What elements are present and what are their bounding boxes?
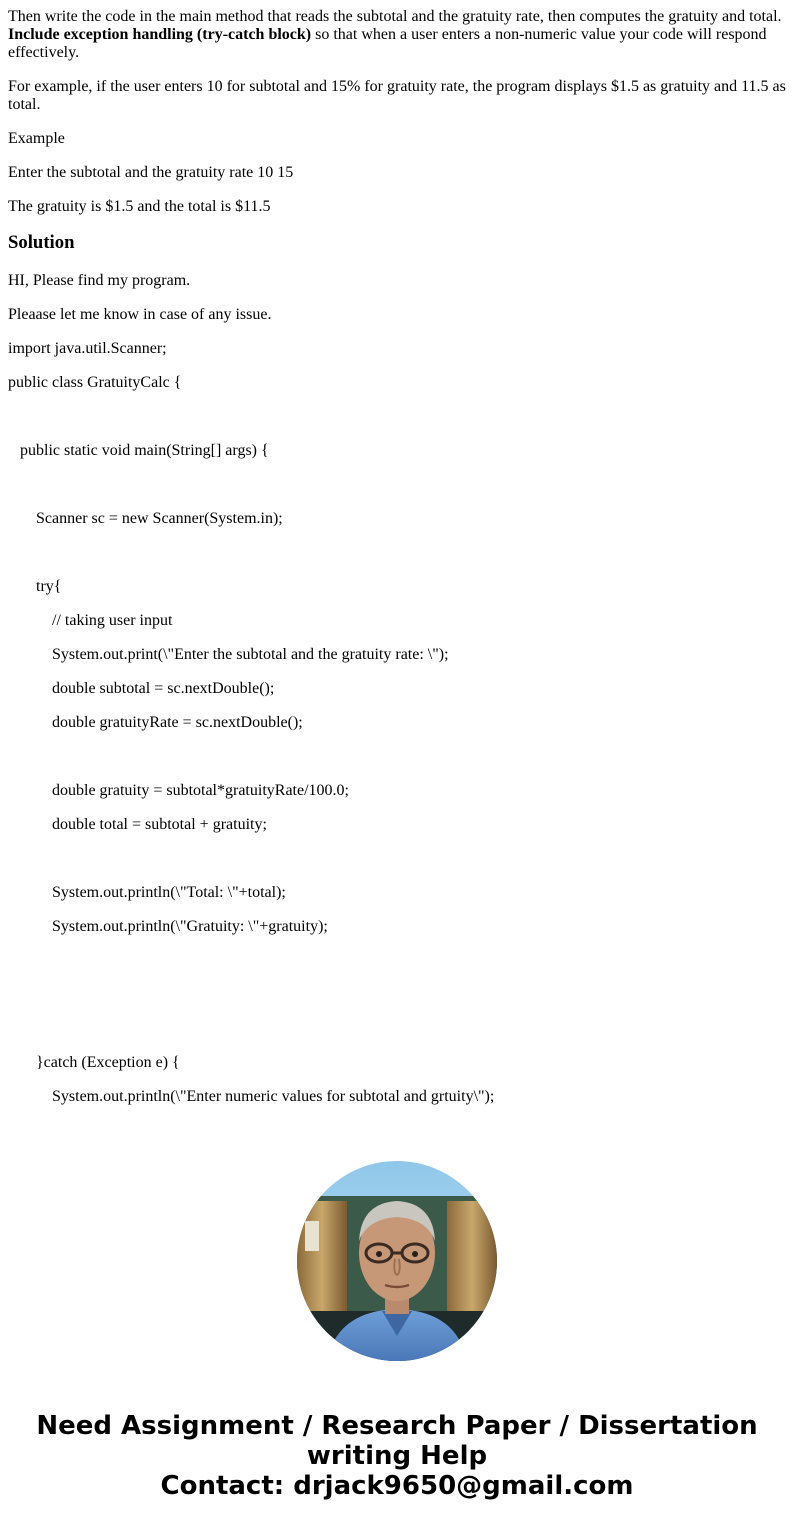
code-line: public static void main(String[] args) { xyxy=(20,442,269,459)
code-blank-line xyxy=(8,748,786,782)
author-avatar xyxy=(297,1161,497,1361)
code-line: double total = subtotal + gratuity; xyxy=(52,816,267,833)
contact-banner xyxy=(0,1411,794,1501)
code-blank-line xyxy=(8,850,786,884)
solution-heading: Solution xyxy=(8,232,75,253)
code-block xyxy=(8,340,786,1122)
solution-intro-2: Pleaase let me know in case of any issue. xyxy=(8,306,272,323)
code-line: double gratuityRate = sc.nextDouble(); xyxy=(52,714,303,731)
code-line: }catch (Exception e) { xyxy=(36,1054,180,1071)
code-line: System.out.println(\"Enter numeric values for subtotal and grtuity\"); xyxy=(52,1088,495,1105)
code-line: public class GratuityCalc { xyxy=(8,374,182,391)
banner-contact-email: Contact: drjack9650@gmail.com xyxy=(160,1471,634,1501)
code-blank-line xyxy=(8,544,786,578)
banner-line-1: Need Assignment / Research Paper / Dissertation xyxy=(36,1411,758,1441)
example-label: Example xyxy=(8,130,65,147)
question-tail-text: so that when a user enters a non-numeric value your code will respond effectively. xyxy=(8,26,767,61)
code-line: System.out.print(\"Enter the subtotal and the gratuity rate: \"); xyxy=(52,646,449,663)
solution-intro-1: HI, Please find my program. xyxy=(8,272,191,289)
code-line: System.out.println(\"Gratuity: \"+gratuity); xyxy=(52,918,328,935)
code-line: double subtotal = sc.nextDouble(); xyxy=(52,680,275,697)
code-line: try{ xyxy=(36,578,62,595)
code-line: double gratuity = subtotal*gratuityRate/100.0; xyxy=(52,782,349,799)
example-input: Enter the subtotal and the gratuity rate 10 15 xyxy=(8,164,294,181)
code-blank-line xyxy=(8,476,786,510)
code-blank-line xyxy=(8,986,786,1020)
code-blank-line xyxy=(8,408,786,442)
avatar-portrait-image xyxy=(297,1161,497,1361)
code-blank-line xyxy=(8,952,786,986)
code-blank-line xyxy=(8,1020,786,1054)
question-bold-text: Include exception handling (try-catch block) xyxy=(8,26,312,43)
code-line: System.out.println(\"Total: \"+total); xyxy=(52,884,286,901)
document-body xyxy=(0,8,794,1122)
question-paragraph-1 xyxy=(8,8,786,62)
code-line: Scanner sc = new Scanner(System.in); xyxy=(36,510,283,527)
code-line: import java.util.Scanner; xyxy=(8,340,167,357)
question-text: Then write the code in the main method that reads the subtotal and the gratuity rate, then computes the gratuity and total. xyxy=(8,8,782,25)
banner-line-2: writing Help xyxy=(306,1441,488,1471)
code-line: // taking user input xyxy=(52,612,173,629)
example-output: The gratuity is $1.5 and the total is $11.5 xyxy=(8,198,271,215)
question-paragraph-2: For example, if the user enters 10 for subtotal and 15% for gratuity rate, the program displays $1.5 as gratuity and 11.5 as total. xyxy=(8,78,786,113)
